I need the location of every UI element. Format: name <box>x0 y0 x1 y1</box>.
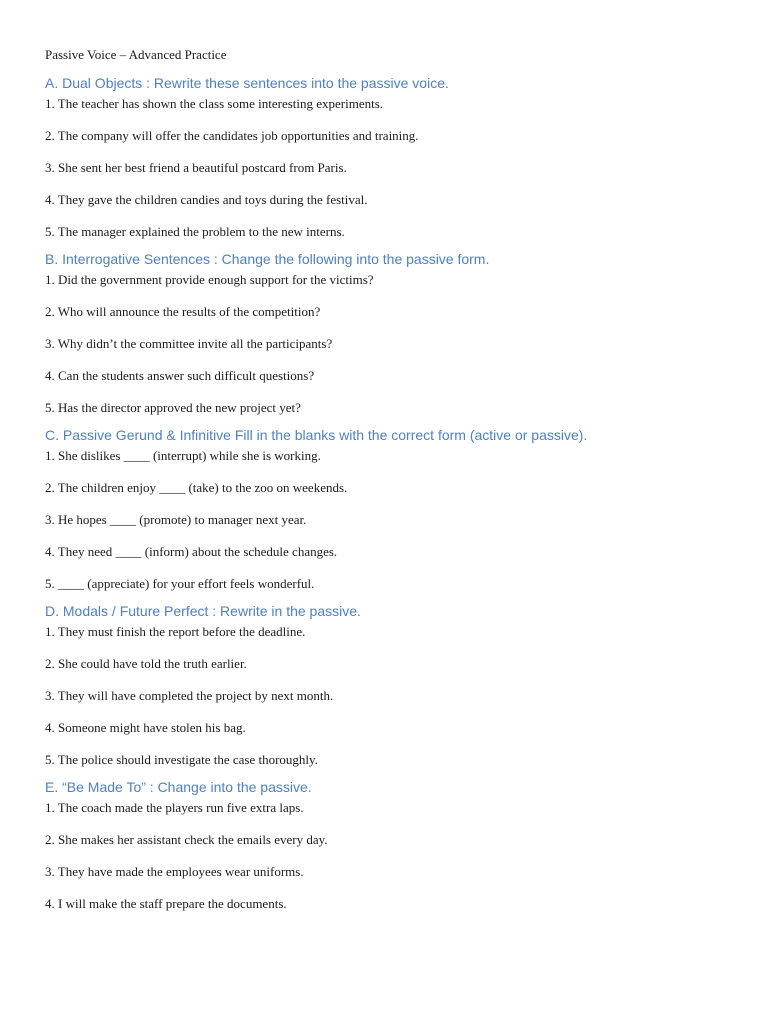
exercise-item: 5. ____ (appreciate) for your effort feels wonderful. <box>45 576 315 591</box>
exercise-item: 2. She makes her assistant check the emails every day. <box>45 832 328 847</box>
exercise-item: 5. The police should investigate the case thoroughly. <box>45 752 318 767</box>
exercise-item: 2. Who will announce the results of the competition? <box>45 304 321 319</box>
exercise-item: 4. They gave the children candies and toys during the festival. <box>45 192 368 207</box>
section-d-heading: D. Modals / Future Perfect : Rewrite in the passive. <box>45 603 361 619</box>
exercise-item: 1. They must finish the report before the deadline. <box>45 624 306 639</box>
exercise-item: 3. He hopes ____ (promote) to manager next year. <box>45 512 307 527</box>
exercise-item: 2. The children enjoy ____ (take) to the zoo on weekends. <box>45 480 348 495</box>
section-b-heading: B. Interrogative Sentences : Change the following into the passive form. <box>45 251 490 267</box>
exercise-item: 4. I will make the staff prepare the documents. <box>45 896 287 911</box>
section-c <box>45 426 735 592</box>
section-a-heading: A. Dual Objects : Rewrite these sentences into the passive voice. <box>45 75 449 91</box>
section-e <box>45 778 735 912</box>
section-c-heading: C. Passive Gerund & Infinitive Fill in the blanks with the correct form (active or passive). <box>45 427 588 443</box>
exercise-item: 5. Has the director approved the new project yet? <box>45 400 301 415</box>
exercise-item: 4. Someone might have stolen his bag. <box>45 720 246 735</box>
exercise-item: 2. She could have told the truth earlier. <box>45 656 247 671</box>
exercise-item: 4. Can the students answer such difficult questions? <box>45 368 315 383</box>
section-a <box>45 74 735 240</box>
exercise-item: 1. Did the government provide enough support for the victims? <box>45 272 374 287</box>
exercise-item: 3. Why didn’t the committee invite all the participants? <box>45 336 333 351</box>
exercise-item: 3. They will have completed the project by next month. <box>45 688 334 703</box>
exercise-item: 4. They need ____ (inform) about the schedule changes. <box>45 544 338 559</box>
section-b <box>45 250 735 416</box>
section-e-heading: E. “Be Made To” : Change into the passive. <box>45 779 312 795</box>
document-title: Passive Voice – Advanced Practice <box>45 47 227 62</box>
exercise-item: 3. She sent her best friend a beautiful postcard from Paris. <box>45 160 347 175</box>
exercise-item: 5. The manager explained the problem to the new interns. <box>45 224 345 239</box>
exercise-item: 1. She dislikes ____ (interrupt) while she is working. <box>45 448 321 463</box>
exercise-item: 1. The coach made the players run five extra laps. <box>45 800 304 815</box>
exercise-item: 2. The company will offer the candidates job opportunities and training. <box>45 128 419 143</box>
section-d <box>45 602 735 768</box>
exercise-item: 3. They have made the employees wear uniforms. <box>45 864 304 879</box>
document-page <box>45 46 735 922</box>
exercise-item: 1. The teacher has shown the class some interesting experiments. <box>45 96 384 111</box>
